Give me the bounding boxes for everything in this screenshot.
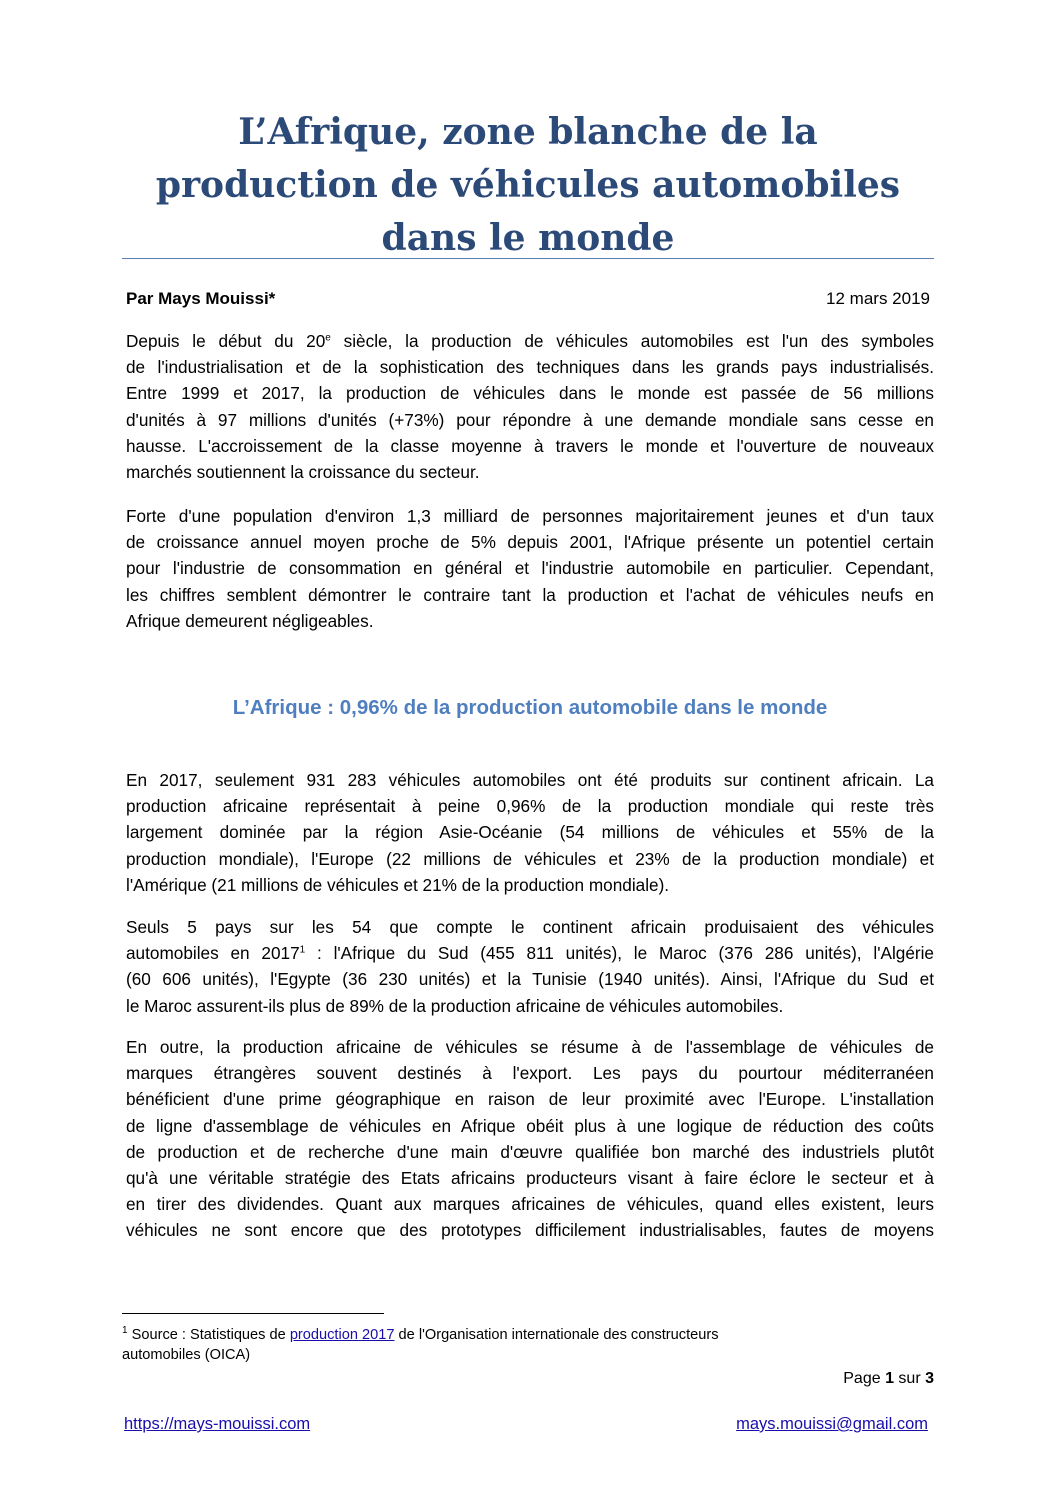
- total-pages: 3: [925, 1370, 934, 1387]
- author-name: Par Mays Mouissi*: [126, 289, 276, 308]
- text-line: Forte d'une population d'environ 1,3 milliard de personnes majoritairement jeunes et d'un taux: [126, 506, 934, 526]
- text-line: le Maroc assurent-ils plus de 89% de la production africaine de véhicules automobiles.: [126, 995, 784, 1016]
- text-line: de croissance annuel moyen proche de 5% depuis 2001, l'Afrique présente un potentiel certain: [126, 532, 934, 553]
- text-line: qu'à une véritable stratégie des Etats africains producteurs visant à faire éclore le secteur et à: [126, 1168, 934, 1189]
- body-paragraph-3: [126, 1034, 934, 1244]
- intro-paragraph-1: [126, 328, 934, 485]
- intro-paragraph-2: [126, 503, 934, 634]
- text-line: En 2017, seulement 931 283 véhicules automobiles ont été produits sur continent africain. La: [126, 770, 934, 790]
- footnote-number: 1: [122, 1325, 128, 1337]
- text-line: Entre 1999 et 2017, la production de véhicules dans le monde est passée de 56 millions: [126, 383, 934, 404]
- text-line: Depuis le début du 20e siècle, la production de véhicules automobiles est l'un des symboles: [126, 331, 934, 351]
- body-paragraph-2: [126, 914, 934, 1019]
- text-line: en tirer des dividendes. Quant aux marques africaines de véhicules, quand elles existent, leurs: [126, 1194, 934, 1215]
- text-line: production africaine représentait à peine 0,96% de la production mondiale qui reste très: [126, 796, 934, 817]
- text-line: de l'industrialisation et de la sophistication des techniques dans les grands pays industrialisés.: [126, 357, 934, 378]
- text-line: automobiles en 2017$^1$ : l'Afrique du Sud (455 811 unités), le Maroc (376 286 unités), l'Algérie: [126, 943, 934, 964]
- page-number: Page 1 sur 3: [843, 1370, 934, 1387]
- text-line: les chiffres semblent démontrer le contraire tant la production et l'achat de véhicules neufs en: [126, 584, 934, 605]
- text-line: pour l'industrie de consommation en général et l'industrie automobile en particulier. Cependant,: [126, 558, 934, 579]
- footnote: $^1$ Source : Statistiques de production 2017 de l'Organisation internationale des constructeurs automobiles (OICA): [122, 1325, 719, 1363]
- email-link[interactable]: mays.mouissi@gmail.com: [736, 1415, 928, 1433]
- section-heading-prefix: L’Afrique :: [232, 696, 340, 719]
- text-line: hausse. L'accroissement de la classe moyenne à travers le monde et l'ouverture de nouveaux: [126, 435, 934, 456]
- byline: [126, 287, 930, 311]
- footnote-reference: 1: [299, 944, 306, 956]
- title-line: dans le monde: [381, 217, 675, 259]
- website-link[interactable]: https://mays-mouissi.com: [124, 1415, 311, 1433]
- body-paragraph-1: [126, 767, 934, 898]
- document-title: [122, 106, 934, 265]
- text-line: marques étrangères souvent destinés à l'export. Les pays du pourtour méditerranéen: [126, 1063, 934, 1084]
- text-line: l'Amérique (21 millions de véhicules et 21% de la production mondiale).: [126, 874, 670, 895]
- title-line: L’Afrique, zone blanche de la: [238, 111, 818, 153]
- title-underline-rule: [122, 258, 934, 259]
- publication-date: 12 mars 2019: [826, 289, 930, 308]
- footnote-source-link[interactable]: production 2017: [289, 1327, 395, 1343]
- text-line: d'unités à 97 millions d'unités (+73%) pour répondre à une demande mondiale sans cesse en: [126, 409, 934, 430]
- text-line: bénéficient d'une prime géographique en raison de leur proximité avec l'Europe. L'installation: [126, 1089, 934, 1110]
- text-line: véhicules ne sont encore que des prototypes difficilement industrialisables, fautes de moyens: [126, 1220, 934, 1241]
- text-line: (60 606 unités), l'Egypte (36 230 unités) et la Tunisie (1940 unités). Ainsi, l'Afrique du Sud et: [126, 969, 934, 990]
- current-page: 1: [885, 1370, 894, 1387]
- text-line: production mondiale), l'Europe (22 millions de véhicules et 23% de la production mondiale) et: [126, 848, 934, 869]
- section-heading-emphasis: 0,96% de la production automobile dans le monde: [339, 696, 828, 719]
- text-line: Afrique demeurent négligeables.: [126, 610, 374, 631]
- title-line: production de véhicules automobiles: [155, 164, 901, 206]
- text-line: largement dominée par la région Asie-Océanie (54 millions de véhicules et 55% de la: [126, 822, 934, 843]
- text-line: de production et de recherche d'une main d'œuvre qualifiée bon marché des industriels plutôt: [126, 1141, 934, 1162]
- text-line: de ligne d'assemblage de véhicules en Afrique obéit plus à une logique de réduction des coûts: [126, 1115, 934, 1136]
- footnote-separator: [122, 1313, 384, 1314]
- text-line: marchés soutiennent la croissance du secteur.: [126, 462, 480, 483]
- text-line: En outre, la production africaine de véhicules se résume à de l'assemblage de véhicules de: [126, 1037, 934, 1057]
- section-heading: [126, 694, 934, 722]
- text-line: Seuls 5 pays sur les 54 que compte le continent africain produisaient des véhicules: [126, 917, 934, 937]
